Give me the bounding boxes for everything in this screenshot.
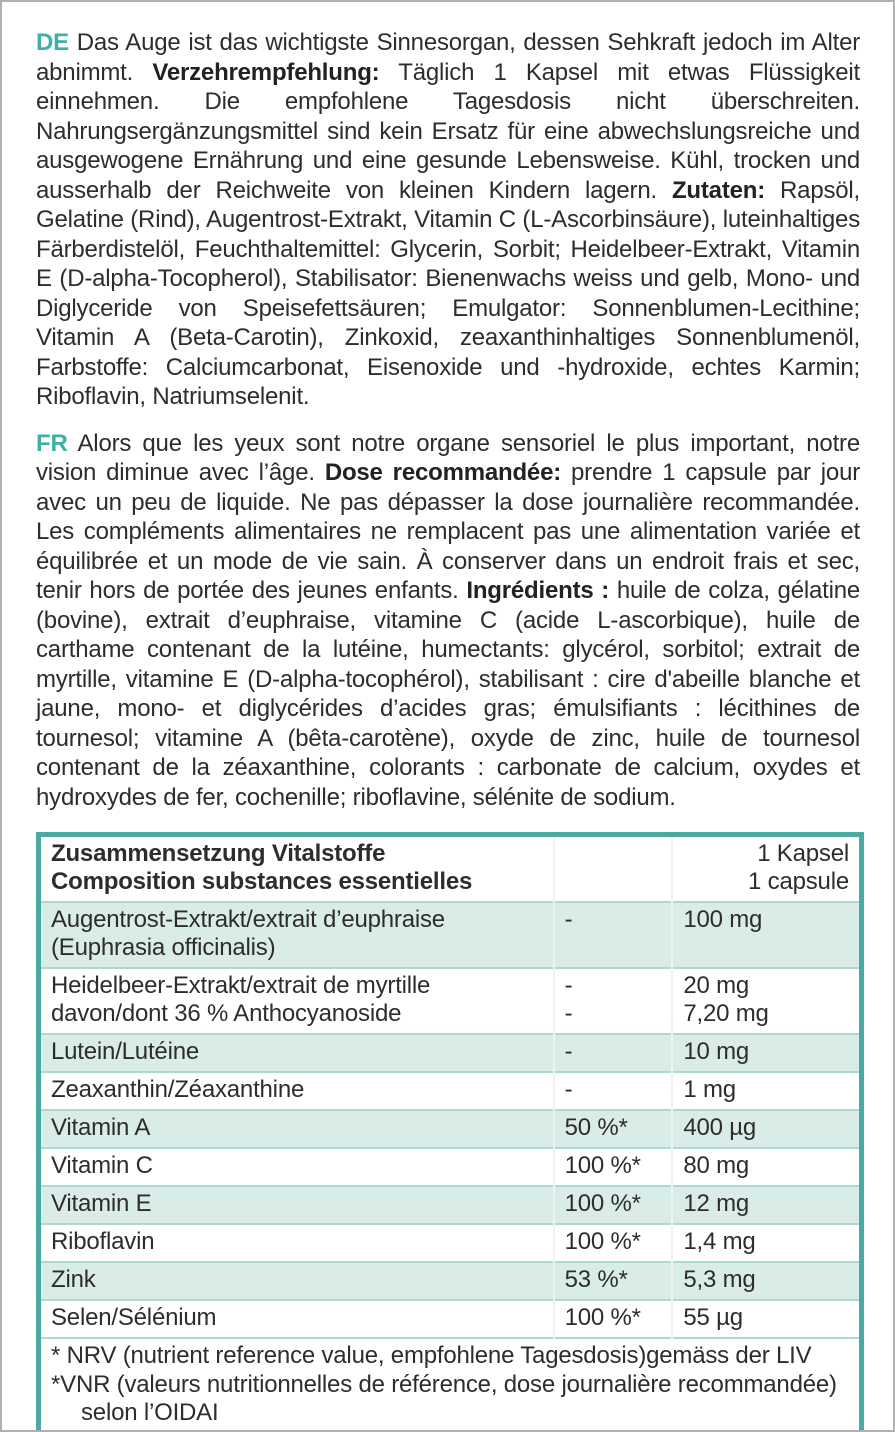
nutrient-amount: 55 µg <box>672 1300 861 1338</box>
table-row-lutein <box>39 1034 862 1072</box>
fr-intro-text: Alors que les yeux sont notre organe sensoriel le plus important, notre vision diminue avec l’âge. <box>36 429 860 486</box>
table-row-zeaxanthin <box>39 1072 862 1110</box>
de-dose-text: Täglich 1 Kapsel mit etwas Flüssigkeit einnehmen. Die empfohlene Tagesdosis nicht überschreiten. Nahrungsergänzungsmittel sind kein Ersatz für eine abwechslungsreiche und ausgewogene Ernährung und eine gesunde Lebensweise. Kühl, trocken und ausserhalb der Reichweite von kleinen Kindern lagern. <box>36 58 860 204</box>
table-row-riboflavin <box>39 1224 862 1262</box>
fr-ingredients-text: huile de colza, gélatine (bovine), extrait d’euphraise, vitamine C (acide L-ascorbique), huile de carthame contenant de la lutéine, humectants: glycérol, sorbitol; extrait de myrtille, vitamine E (D-alpha-tocophérol), stabilisant : cire d'abeille blanche et jaune, mono- et diglycérides d’acides gras; émulsifiants : lécithines de tournesol; vitamine A (bêta-carotène), oxyde de zinc, huile de tournesol contenant de la zéaxanthine, colorants : carbonate de calcium, oxydes et hydroxydes de fer, cochenille; riboflavine, sélénite de sodium. <box>36 577 861 811</box>
table-row-heidelbeer <box>39 968 862 1034</box>
de-dose-label: Verzehrempfehlung: <box>152 58 380 86</box>
table-row-vitamin-c <box>39 1148 862 1186</box>
table-row-selen <box>39 1300 862 1338</box>
table-row-vitamin-a <box>39 1110 862 1148</box>
fr-dose-text: prendre 1 capsule par jour avec un peu de liquide. Ne pas dépasser la dose journalière recommandée. Les compléments alimentaires ne remplacent pas une alimentation variée et équilibrée et un mode de vie sain. À conserver dans un endroit frais et sec, tenir hors de portée des jeunes enfants. <box>36 459 861 604</box>
table-header-spacer <box>554 835 673 903</box>
table-row-zink <box>39 1262 862 1300</box>
nutrient-amount: 20 mg 7,20 mg <box>672 968 861 1034</box>
table-dose-header <box>672 835 861 903</box>
table-row-augentrost <box>39 902 862 968</box>
de-ingredients-text: Rapsöl, Gelatine (Rind), Augentrost-Extrakt, Vitamin C (L-Ascorbinsäure), luteinhaltiges Färberdistelöl, Feuchthaltemittel: Glycerin, Sorbit; Heidelbeer-Extrakt, Vitamin E (D-alpha-Tocopherol), Stabilisator: Bienenwachs weiss und gelb, Mono- und Diglyceride von Speisefettsäuren; Emulgator: Sonnenblumen-Lecithine; Vitamin A (Beta-Carotin), Zinkoxid, zeaxanthinhaltiges Sonnenblumenöl, Farbstoffe: Calciumcarbonat, Eisenoxide und -hydroxide, echtes Karmin; Riboflavin, Natriumselenit. <box>36 176 861 410</box>
table-dose-de: 1 Kapsel <box>757 840 849 867</box>
nutrient-name: Selen/Sélénium <box>39 1300 554 1338</box>
nutrient-nrv: 100 %* <box>554 1186 673 1224</box>
nutrient-name: Vitamin C <box>39 1148 554 1186</box>
nutrient-nrv: 100 %* <box>554 1300 673 1338</box>
nutrient-name: Vitamin A <box>39 1110 554 1148</box>
nutrient-amount: 80 mg <box>672 1148 861 1186</box>
fr-ingredients-label: Ingrédients : <box>466 577 610 604</box>
footnote-vnr: *VNR (valeurs nutritionnelles de référence, dose journalière recommandée) selon l’OIDAI <box>51 1370 837 1426</box>
nutrient-name: Heidelbeer-Extrakt/extrait de myrtille davon/dont 36 % Anthocyanoside <box>39 968 554 1034</box>
footnote-nrv: * NRV (nutrient reference value, empfohlene Tagesdosis)gemäss der LIV <box>51 1342 812 1369</box>
de-ingredients-label: Zutaten: <box>671 176 766 204</box>
fr-dose-label: Dose recommandée: <box>324 459 562 486</box>
composition-table <box>36 832 864 1432</box>
nutrient-amount: 10 mg <box>672 1034 861 1072</box>
nutrient-name: Zeaxanthin/Zéaxanthine <box>39 1072 554 1110</box>
nutrient-nrv: - - <box>554 968 673 1034</box>
nutrient-nrv: 100 %* <box>554 1148 673 1186</box>
nutrient-name: Vitamin E <box>39 1186 554 1224</box>
de-paragraph <box>36 28 860 412</box>
nutrient-name: Lutein/Lutéine <box>39 1034 554 1072</box>
nutrient-amount: 1,4 mg <box>672 1224 861 1262</box>
nutrient-amount: 12 mg <box>672 1186 861 1224</box>
nutrient-amount: 5,3 mg <box>672 1262 861 1300</box>
table-title-fr: Composition substances essentielles <box>51 868 473 895</box>
table-title-de: Zusammensetzung Vitalstoffe <box>51 840 386 867</box>
nutrient-nrv: - <box>554 902 673 968</box>
table-footnote-row <box>39 1338 862 1432</box>
fr-lang-tag: FR <box>36 429 68 457</box>
table-footnotes <box>39 1338 862 1432</box>
nutrient-nrv: 53 %* <box>554 1262 673 1300</box>
nutrient-nrv: 100 %* <box>554 1224 673 1262</box>
nutrient-nrv: - <box>554 1034 673 1072</box>
nutrient-nrv: - <box>554 1072 673 1110</box>
table-header-row <box>39 835 862 903</box>
nutrient-nrv: 50 %* <box>554 1110 673 1148</box>
de-intro-text: Das Auge ist das wichtigste Sinnesorgan, dessen Sehkraft jedoch im Alter abnimmt. <box>36 29 861 86</box>
nutrient-amount: 100 mg <box>672 902 861 968</box>
table-title <box>39 835 554 903</box>
table-dose-fr: 1 capsule <box>748 868 849 895</box>
table-row-vitamin-e <box>39 1186 862 1224</box>
nutrient-amount: 1 mg <box>672 1072 861 1110</box>
nutrient-name: Augentrost-Extrakt/extrait d’euphraise (Euphrasia officinalis) <box>39 902 554 968</box>
nutrient-amount: 400 µg <box>672 1110 861 1148</box>
nutrient-name: Zink <box>39 1262 554 1300</box>
nutrient-name: Riboflavin <box>39 1224 554 1262</box>
de-lang-tag: DE <box>36 29 69 56</box>
fr-paragraph <box>36 429 860 813</box>
